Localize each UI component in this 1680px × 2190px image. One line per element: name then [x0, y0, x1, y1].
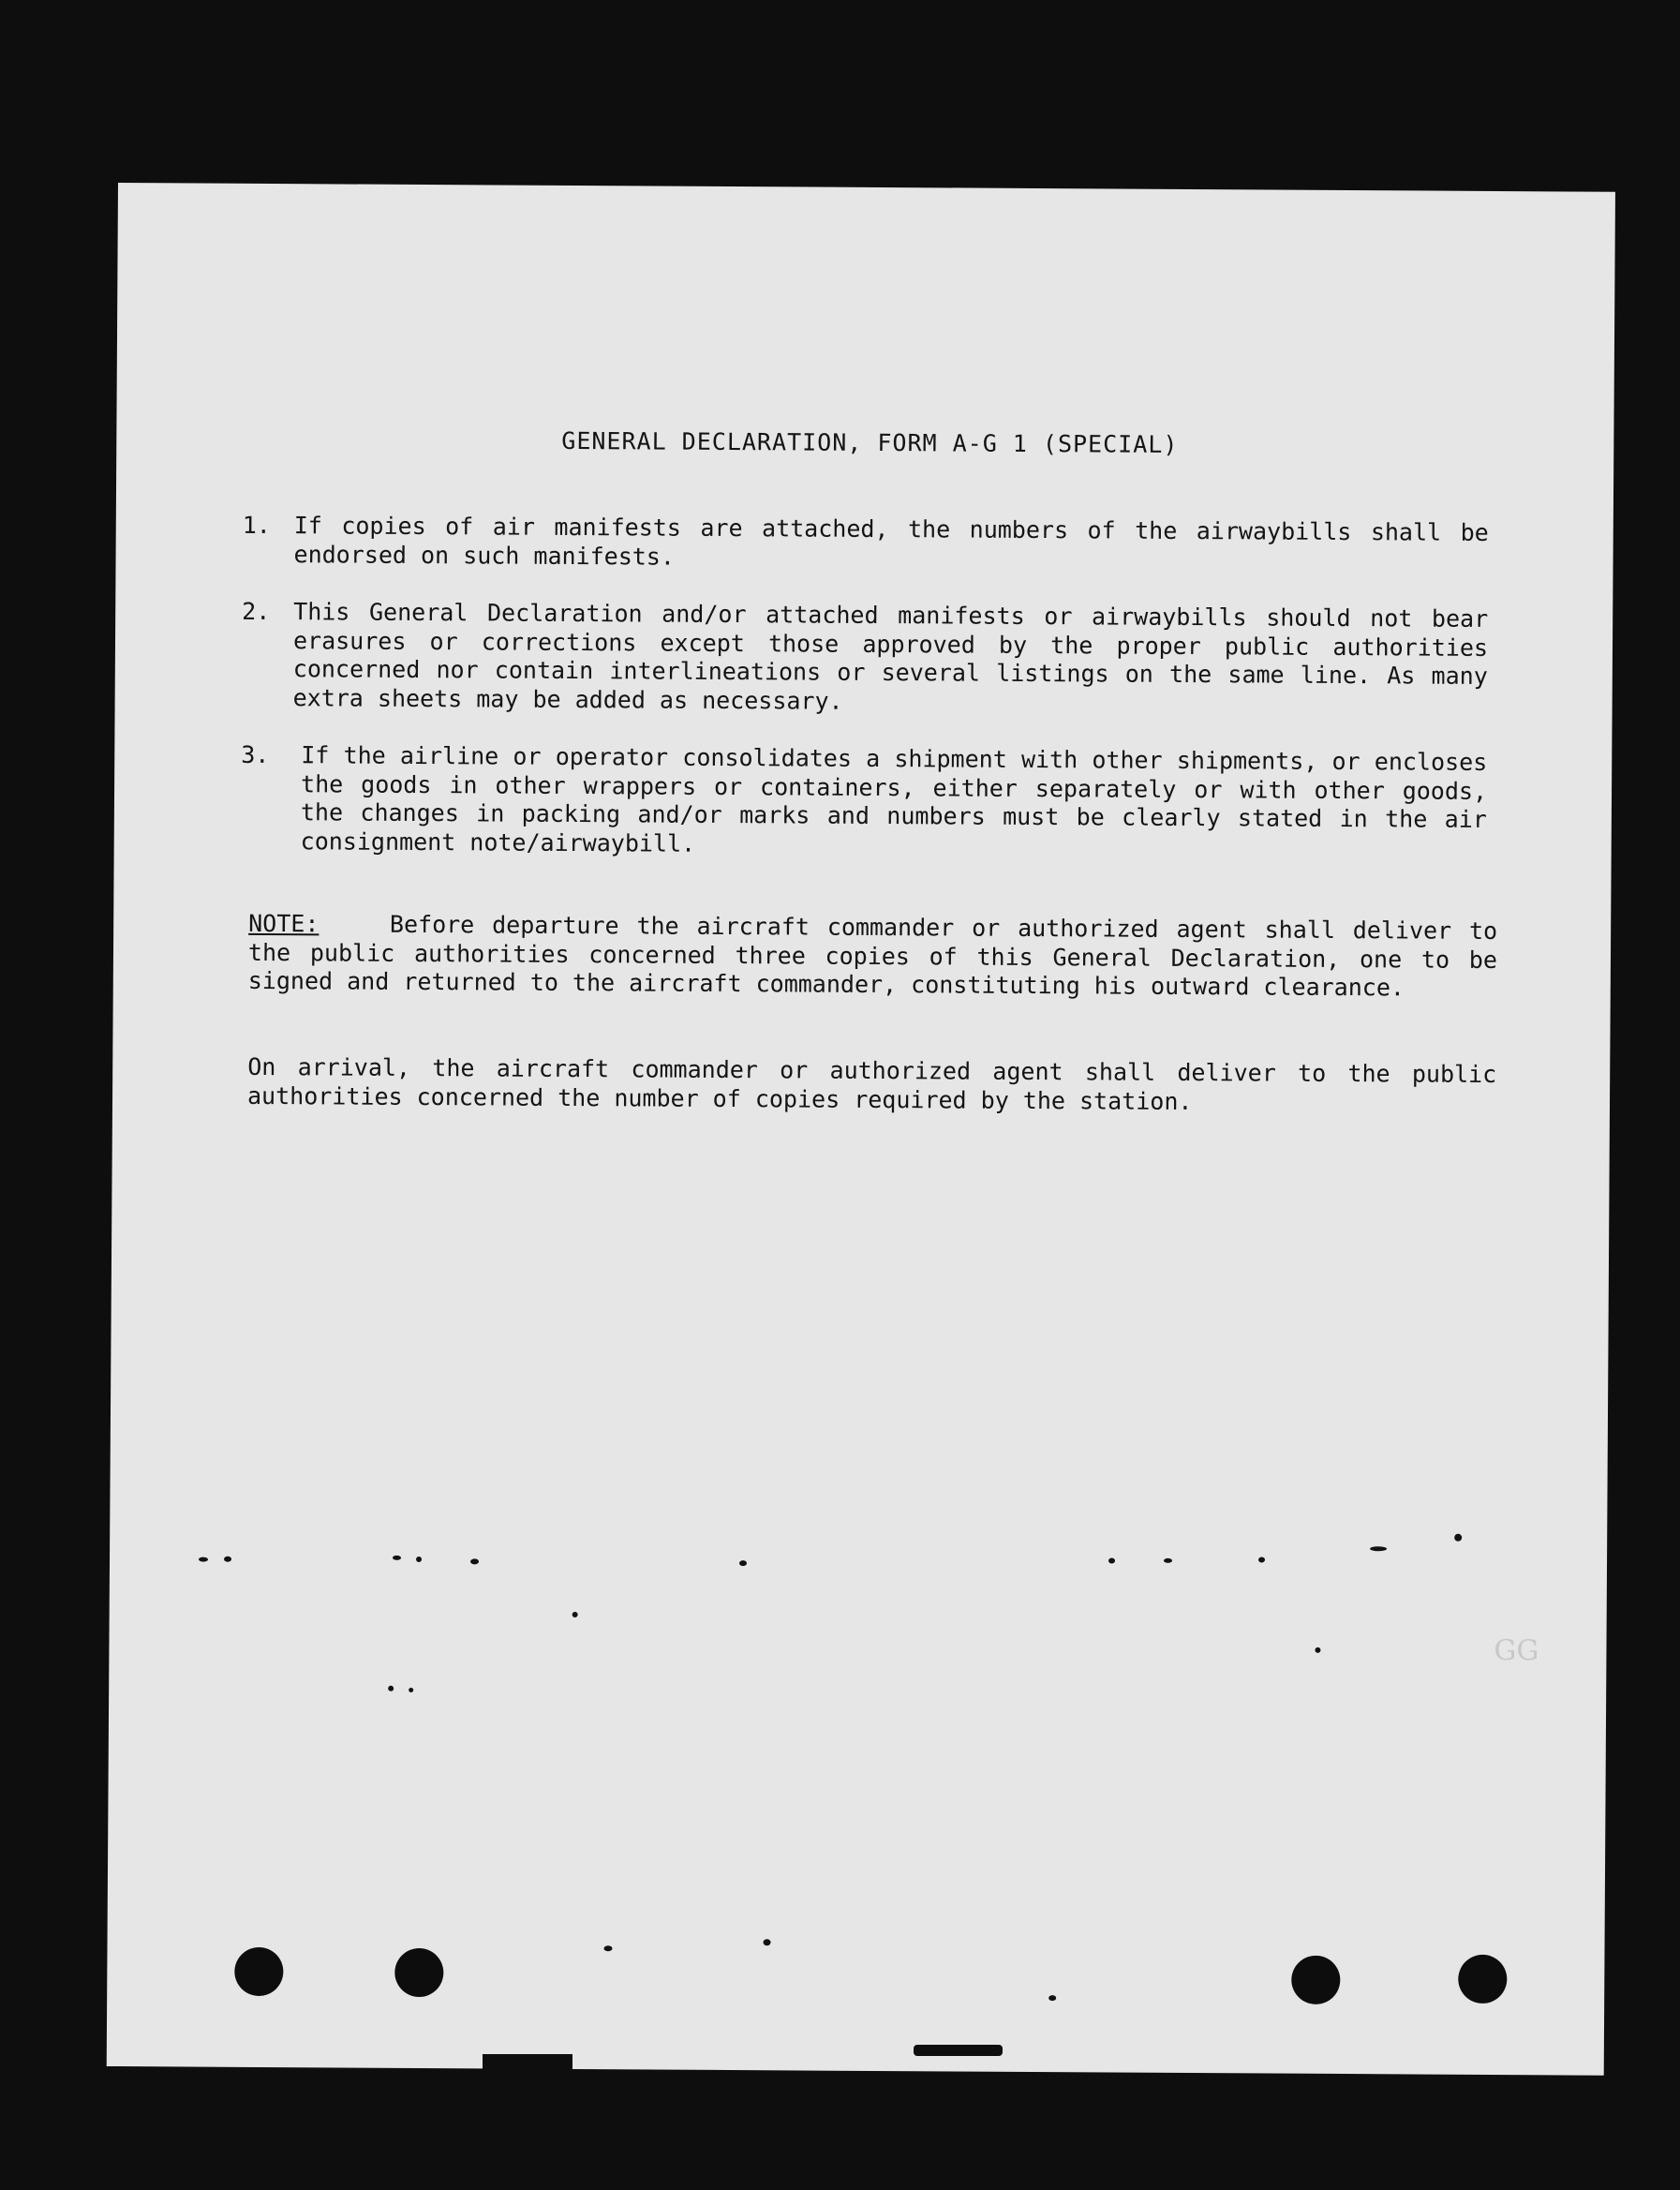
- dust-speck: [1048, 1995, 1056, 2001]
- note-paragraph: [248, 910, 1498, 1004]
- dust-speck: [764, 1939, 771, 1945]
- dust-speck: [1370, 1546, 1387, 1551]
- note-label: NOTE:: [248, 909, 320, 938]
- item-number: 3.: [241, 740, 270, 768]
- arrival-paragraph: On arrival, the aircraft commander or authorized agent shall deliver to the public authorities concerned the number of copies required by the station.: [246, 1052, 1497, 1115]
- dust-speck: [388, 1686, 394, 1691]
- instruction-item-3: [241, 741, 1488, 863]
- paper-sheet: [107, 183, 1615, 2076]
- instruction-item-2: [242, 598, 1489, 720]
- scan-shadow: [483, 2054, 572, 2073]
- document-body: [107, 183, 1615, 2076]
- dust-speck: [409, 1688, 413, 1692]
- dust-speck: [572, 1612, 578, 1617]
- item-text: This General Declaration and/or attached manifests or airwaybills should not bear erasures or corrections except those approved by the proper public authorities concerned nor contain interlineations or several listings on the same line. As many extra sheets may be added as necessary.: [292, 598, 1489, 715]
- punch-hole: [1458, 1955, 1507, 2004]
- item-text: If copies of air manifests are attached, the numbers of the airwaybills shall be endorsed on such manifests.: [293, 512, 1489, 571]
- item-number: 2.: [242, 597, 271, 625]
- item-text: If the airline or operator consolidates a shipment with other shipments, or encloses the goods in other wrappers or containers, either separately or with other goods, the changes in packing and/or marks and numbers must be clearly stated in the air consignment note/airwaybill.: [300, 741, 1488, 857]
- dust-speck: [199, 1557, 208, 1562]
- punch-hole: [394, 1948, 443, 1997]
- dust-speck: [739, 1560, 747, 1566]
- dust-speck: [1164, 1558, 1172, 1563]
- item-number: 1.: [242, 511, 271, 540]
- faint-mark: GG: [1494, 1633, 1539, 1668]
- dust-speck: [1454, 1534, 1462, 1542]
- dust-speck: [224, 1557, 231, 1562]
- dust-speck: [603, 1945, 612, 1951]
- note-text: Before departure the aircraft commander or authorized agent shall deliver to the public authorities concerned three copies of this General Declaration, one to be signed and returned to the aircraft commander, constituting his outward clearance.: [247, 910, 1498, 1002]
- dust-speck: [416, 1557, 422, 1562]
- scan-shadow: [914, 2045, 1003, 2056]
- dust-speck: [1108, 1557, 1115, 1563]
- dust-speck: [1315, 1647, 1320, 1653]
- dust-speck: [1258, 1557, 1265, 1562]
- instruction-item-1: [242, 512, 1488, 576]
- punch-hole: [234, 1947, 283, 1996]
- punch-hole: [1291, 1956, 1340, 2004]
- document-title: GENERAL DECLARATION, FORM A-G 1 (SPECIAL): [561, 426, 1179, 458]
- dust-speck: [393, 1556, 401, 1560]
- dust-speck: [470, 1558, 479, 1564]
